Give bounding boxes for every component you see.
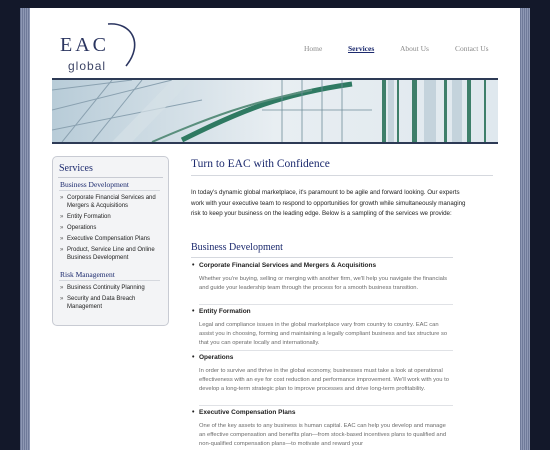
- service-desc-operations: In order to survive and thrive in the global economy, businesses must take a look at operational effectiveness with an eye for cost reduction and performance improvement. We'll work with you to develop a long-term strategic plan to improve processes and drive long-term profitability.: [199, 368, 449, 392]
- banner-architecture-image: [52, 80, 498, 142]
- sidebar-link-business-continuity[interactable]: » Business Continuity Planning: [67, 284, 163, 292]
- sidebar-heading-business-development[interactable]: Business Development: [60, 180, 129, 189]
- sidebar-link-executive-compensation[interactable]: » Executive Compensation Plans: [67, 235, 163, 243]
- divider: [59, 280, 160, 281]
- sidebar-title: Services: [59, 163, 93, 174]
- left-border-stripe: [20, 8, 30, 450]
- nav-contact-us[interactable]: Contact Us: [455, 44, 489, 53]
- sidebar-heading-risk-management[interactable]: Risk Management: [60, 270, 115, 279]
- nav-services[interactable]: Services: [348, 44, 375, 53]
- intro-paragraph: In today's dynamic global marketplace, it's paramount to be agile and forward looking. Our experts work with your executive team to respond to opportunities for growth while simultaneously managing risk to keep your business on the leading edge. Below is a sampling of the services we provide:: [191, 189, 466, 217]
- hero-banner-image: [52, 78, 498, 144]
- divider: [191, 257, 453, 258]
- sidebar-link-operations[interactable]: » Operations: [67, 224, 163, 232]
- section-title-business-development: Business Development: [191, 242, 283, 253]
- service-desc-corporate-financial: Whether you're buying, selling or merging with another firm, we'll help you navigate the financials and guide your leadership team through the process for a smooth business transition.: [199, 276, 448, 291]
- sidebar-link-product-service-line[interactable]: » Product, Service Line and Online Business Development: [67, 246, 163, 262]
- page-title: Turn to EAC with Confidence: [191, 158, 330, 170]
- main-nav: [30, 44, 520, 58]
- service-desc-entity-formation: Legal and compliance issues in the global marketplace vary from country to country. EAC can assist you in choosing, forming and maintaining a legally compliant business and tax structure so that you can operate locally and internationally.: [199, 322, 448, 346]
- divider: [59, 190, 160, 191]
- services-sidebar: [52, 156, 169, 326]
- service-title-entity-formation[interactable]: • Entity Formation: [199, 308, 251, 315]
- page: [30, 8, 520, 450]
- divider: [199, 350, 453, 351]
- logo-text: EAC: [60, 34, 109, 56]
- service-title-executive-compensation[interactable]: • Executive Compensation Plans: [199, 409, 295, 416]
- nav-home[interactable]: Home: [304, 44, 323, 53]
- nav-about-us[interactable]: About Us: [400, 44, 429, 53]
- service-title-operations[interactable]: • Operations: [199, 354, 233, 361]
- divider: [58, 177, 163, 178]
- service-title-corporate-financial[interactable]: • Corporate Financial Services and Mergers & Acquisitions: [199, 262, 376, 269]
- service-desc-executive-compensation: One of the key assets to any business is human capital. EAC can help you develop and manage an effective compensation and benefits plan—from stock-based incentives plans to qualified and non-qualified compensation plans—to motivate and reward your: [199, 423, 447, 447]
- logo-subtext: global: [68, 59, 107, 73]
- divider: [199, 405, 453, 406]
- right-border-stripe: [520, 8, 530, 450]
- sidebar-link-entity-formation[interactable]: » Entity Formation: [67, 213, 163, 221]
- divider: [191, 175, 493, 176]
- sidebar-link-corporate-financial[interactable]: » Corporate Financial Services and Mergers & Acquisitions: [67, 194, 163, 210]
- divider: [199, 304, 453, 305]
- sidebar-link-security-data-breach[interactable]: » Security and Data Breach Management: [67, 295, 163, 311]
